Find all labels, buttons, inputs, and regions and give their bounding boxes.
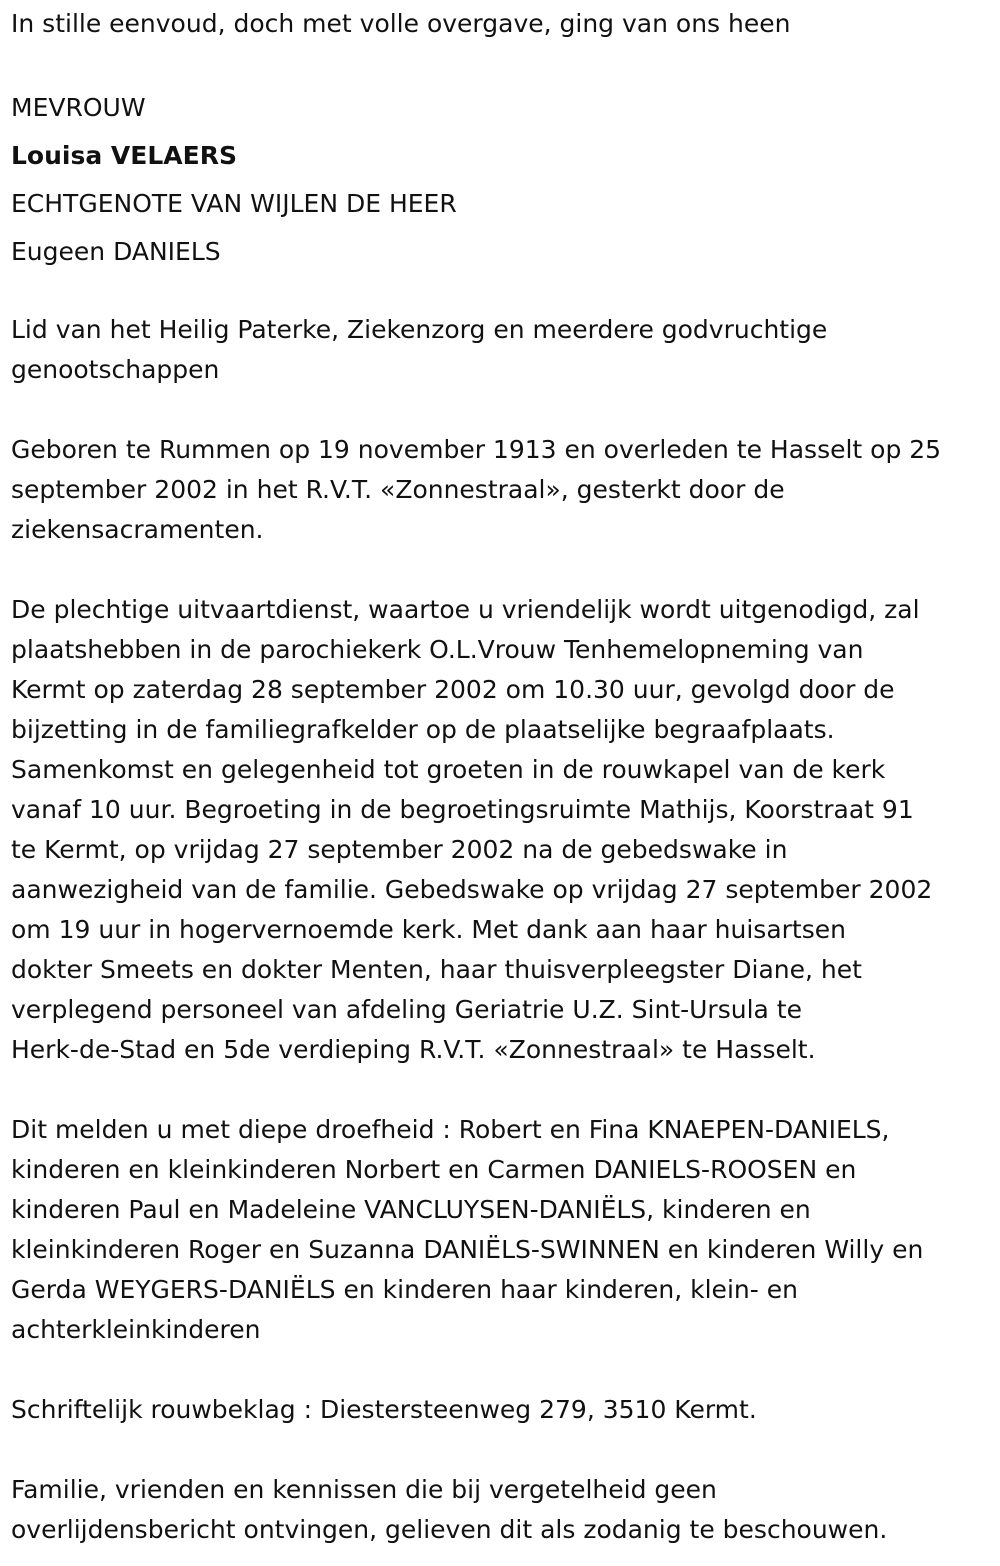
paragraph-line: Familie, vrienden en kennissen die bij vergetelheid geen: [11, 1475, 717, 1504]
deceased-title: MEVROUW: [11, 93, 146, 122]
membership-paragraph: [11, 310, 991, 390]
paragraph-line: te Kermt, op vrijdag 27 september 2002 na de gebedswake in: [11, 835, 788, 864]
paragraph-line: bijzetting in de familiegrafkelder op de plaatselijke begraafplaats.: [11, 715, 835, 744]
service-paragraph: [11, 590, 991, 1070]
paragraph-line: kleinkinderen Roger en Suzanna DANIËLS-SWINNEN en kinderen Willy en: [11, 1235, 924, 1264]
paragraph-line: achterkleinkinderen: [11, 1315, 261, 1344]
intro-line: In stille eenvoud, doch met volle overgave, ging van ons heen: [11, 9, 791, 38]
paragraph-line: Dit melden u met diepe droefheid : Robert en Fina KNAEPEN-DANIELS,: [11, 1115, 890, 1144]
paragraph-line: dokter Smeets en dokter Menten, haar thuisverpleegster Diane, het: [11, 955, 862, 984]
paragraph-line: Kermt op zaterdag 28 september 2002 om 10.30 uur, gevolgd door de: [11, 675, 895, 704]
paragraph-line: Samenkomst en gelegenheid tot groeten in de rouwkapel van de kerk: [11, 755, 886, 784]
paragraph-line: kinderen Paul en Madeleine VANCLUYSEN-DANIËLS, kinderen en: [11, 1195, 811, 1224]
deceased-relation: ECHTGENOTE VAN WIJLEN DE HEER: [11, 189, 457, 218]
obituary-document: [11, 4, 991, 1550]
spouse-name: Eugeen DANIELS: [11, 237, 221, 266]
paragraph-line: aanwezigheid van de familie. Gebedswake op vrijdag 27 september 2002: [11, 875, 933, 904]
paragraph-line: vanaf 10 uur. Begroeting in de begroetingsruimte Mathijs, Koorstraat 91: [11, 795, 914, 824]
birth-death-paragraph: [11, 430, 991, 550]
paragraph-line: overlijdensbericht ontvingen, gelieven dit als zodanig te beschouwen.: [11, 1515, 888, 1544]
announcers-paragraph: [11, 1110, 991, 1350]
paragraph-line: kinderen en kleinkinderen Norbert en Carmen DANIELS-ROOSEN en: [11, 1155, 857, 1184]
paragraph-line: Lid van het Heilig Paterke, Ziekenzorg en meerdere godvruchtige: [11, 315, 828, 344]
condolence-address: Schriftelijk rouwbeklag : Diestersteenweg 279, 3510 Kermt.: [11, 1395, 757, 1424]
paragraph-line: plaatshebben in de parochiekerk O.L.Vrouw Tenhemelopneming van: [11, 635, 864, 664]
paragraph-line: genootschappen: [11, 355, 220, 384]
deceased-block: [11, 84, 991, 276]
paragraph-line: verplegend personeel van afdeling Geriatrie U.Z. Sint-Ursula te: [11, 995, 802, 1024]
paragraph-line: De plechtige uitvaartdienst, waartoe u vriendelijk wordt uitgenodigd, zal: [11, 595, 920, 624]
paragraph-line: om 19 uur in hogervernoemde kerk. Met dank aan haar huisartsen: [11, 915, 846, 944]
closing-paragraph: [11, 1470, 991, 1550]
paragraph-line: Herk-de-Stad en 5de verdieping R.V.T. «Zonnestraal» te Hasselt.: [11, 1035, 816, 1064]
paragraph-line: Gerda WEYGERS-DANIËLS en kinderen haar kinderen, klein- en: [11, 1275, 798, 1304]
paragraph-line: ziekensacramenten.: [11, 515, 264, 544]
paragraph-line: september 2002 in het R.V.T. «Zonnestraal», gesterkt door de: [11, 475, 785, 504]
paragraph-line: Geboren te Rummen op 19 november 1913 en overleden te Hasselt op 25: [11, 435, 942, 464]
deceased-name: Louisa VELAERS: [11, 141, 237, 170]
condolence-paragraph: [11, 1390, 991, 1430]
